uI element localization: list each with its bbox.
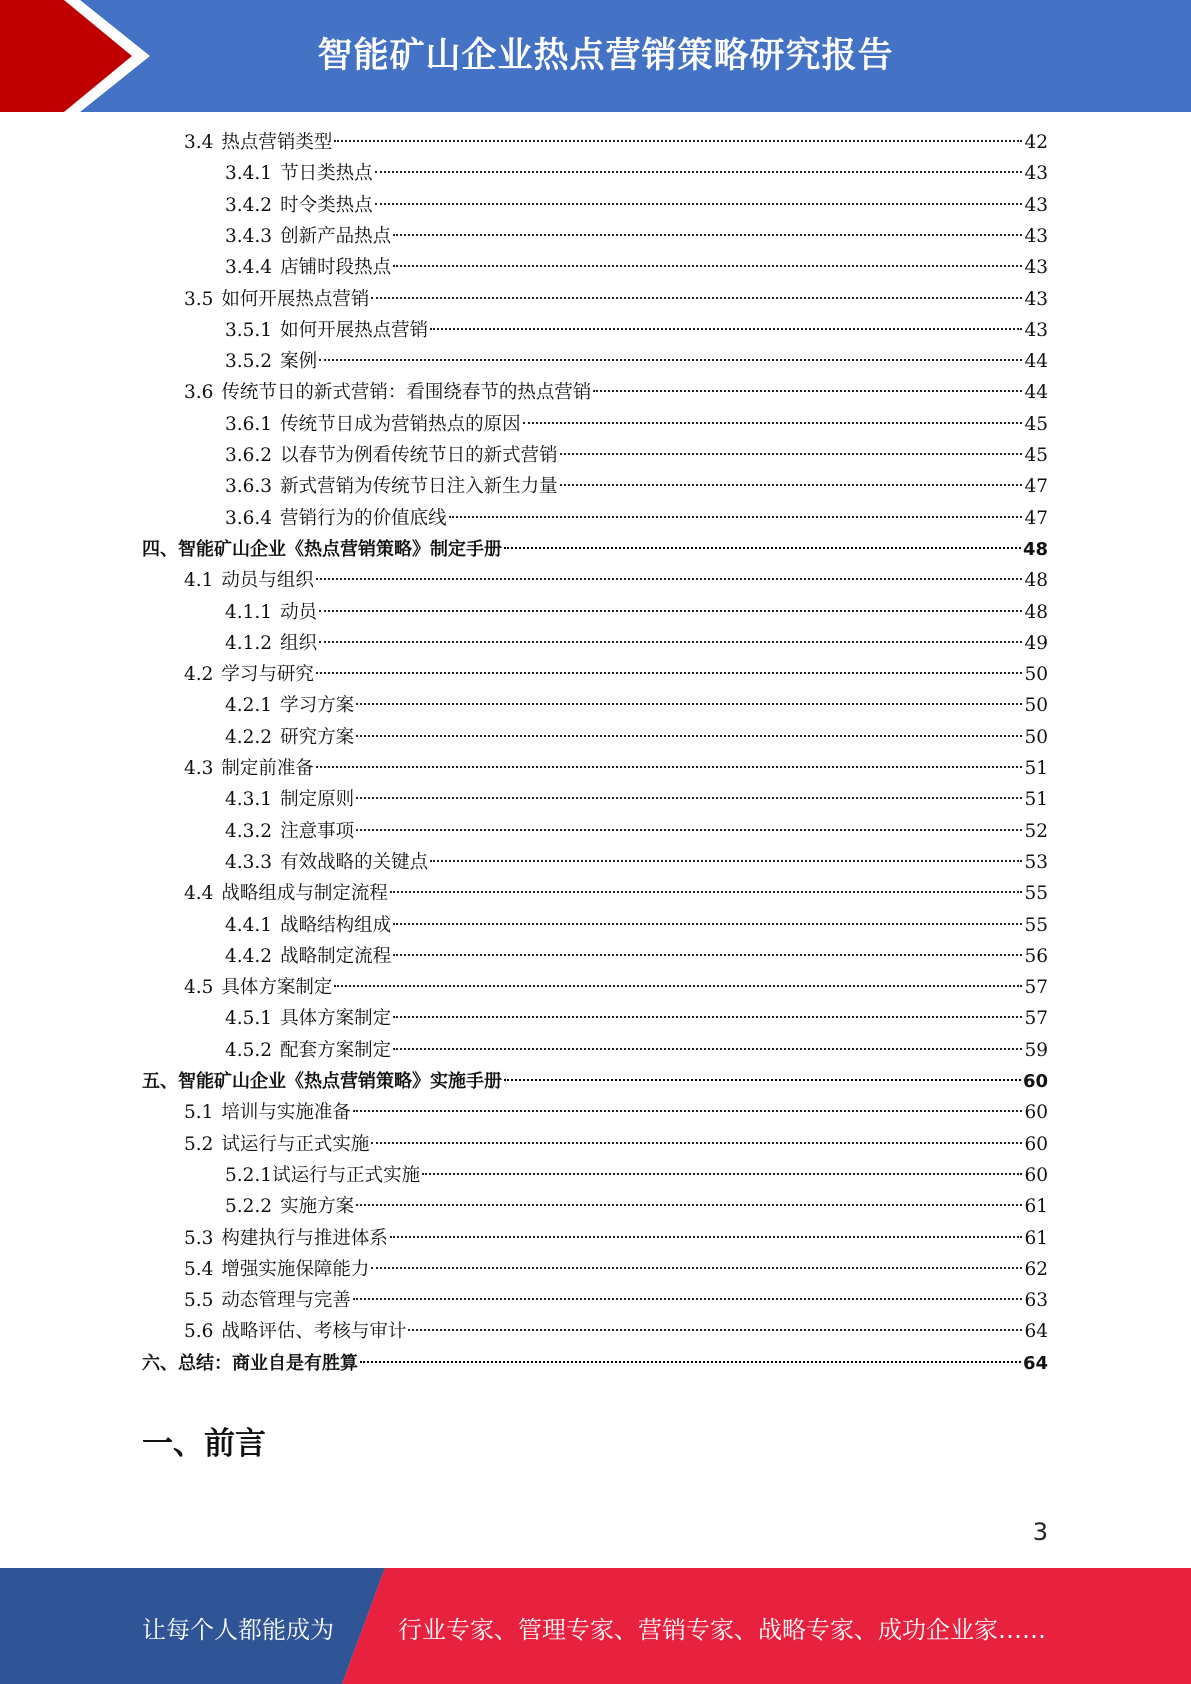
toc-dot-leader xyxy=(371,1142,1022,1144)
toc-dot-leader xyxy=(393,1016,1022,1018)
toc-entry-number: 5.5 xyxy=(184,1290,214,1311)
toc-entry-number: 4.4.2 xyxy=(225,946,273,967)
toc-entry-number: 5.1 xyxy=(184,1102,214,1123)
toc-entry-number: 4.3.3 xyxy=(225,852,273,873)
toc-entry-title: 传统节日成为营销热点的原因 xyxy=(280,414,521,435)
toc-entry-number: 4.3 xyxy=(184,758,214,779)
toc-entry-page: 59 xyxy=(1024,1040,1048,1061)
toc-dot-leader xyxy=(353,1298,1023,1300)
toc-entry-page: 43 xyxy=(1024,163,1048,184)
toc-dot-leader xyxy=(430,860,1022,862)
toc-entry-title: 有效战略的关键点 xyxy=(280,852,429,873)
toc-entry-title: 店铺时段热点 xyxy=(280,257,392,278)
toc-entry[interactable] xyxy=(225,191,1048,221)
toc-entry[interactable] xyxy=(184,1224,1048,1254)
toc-entry-number: 5.4 xyxy=(184,1259,214,1280)
toc-entry[interactable] xyxy=(184,1098,1048,1128)
toc-entry-title: 如何开展热点营销 xyxy=(280,320,429,341)
toc-entry-number: 4.1 xyxy=(184,570,214,591)
toc-entry[interactable] xyxy=(184,285,1048,315)
toc-entry-number: 4.1.1 xyxy=(225,602,273,623)
toc-dot-leader xyxy=(375,171,1023,173)
toc-entry-page: 61 xyxy=(1024,1196,1048,1217)
toc-entry[interactable] xyxy=(225,1036,1048,1066)
toc-entry-number: 3.6.3 xyxy=(225,476,273,497)
toc-entry-page: 60 xyxy=(1024,1134,1048,1155)
toc-entry[interactable] xyxy=(184,754,1048,784)
toc-entry-title: 制定原则 xyxy=(280,789,355,810)
toc-entry-page: 50 xyxy=(1024,664,1048,685)
toc-entry-title: 学习与研究 xyxy=(221,664,314,685)
toc-entry-page: 60 xyxy=(1022,1071,1048,1092)
toc-entry-page: 63 xyxy=(1024,1290,1048,1311)
toc-entry-title: 具体方案制定 xyxy=(280,1008,392,1029)
toc-entry-page: 45 xyxy=(1024,414,1048,435)
toc-entry-number: 4.5 xyxy=(184,977,214,998)
toc-dot-leader xyxy=(523,422,1023,424)
toc-entry-title: 热点营销类型 xyxy=(221,132,333,153)
toc-entry-number: 5.2.1 xyxy=(225,1165,273,1186)
toc-entry-title: 节日类热点 xyxy=(280,163,373,184)
toc-entry-title: 战略结构组成 xyxy=(280,915,392,936)
toc-entry-number: 4.2.2 xyxy=(225,727,273,748)
toc-dot-leader xyxy=(356,797,1022,799)
toc-entry-title: 配套方案制定 xyxy=(280,1040,392,1061)
toc-dot-leader xyxy=(449,516,1023,518)
toc-entry-title: 时令类热点 xyxy=(280,195,373,216)
toc-entry[interactable] xyxy=(225,222,1048,252)
toc-entry[interactable] xyxy=(225,598,1048,628)
toc-dot-leader xyxy=(390,891,1023,893)
toc-entry-page: 49 xyxy=(1024,633,1048,654)
page-header xyxy=(0,0,1191,112)
toc-entry-title: 动员与组织 xyxy=(221,570,314,591)
toc-entry-number: 5.3 xyxy=(184,1228,214,1249)
toc-entry-number: 4.4.1 xyxy=(225,915,273,936)
toc-entry-title: 新式营销为传统节日注入新生力量 xyxy=(280,476,558,497)
toc-entry[interactable] xyxy=(225,1004,1048,1034)
toc-entry-page: 48 xyxy=(1024,570,1048,591)
toc-dot-leader xyxy=(334,140,1022,142)
toc-entry[interactable] xyxy=(225,253,1048,283)
toc-entry-number: 3.5.2 xyxy=(225,351,273,372)
toc-entry-title: 六、总结：商业自是有胜算 xyxy=(142,1353,358,1374)
toc-entry-page: 43 xyxy=(1024,195,1048,216)
toc-entry[interactable] xyxy=(142,1349,1048,1379)
toc-entry-number: 5.6 xyxy=(184,1321,214,1342)
toc-entry[interactable] xyxy=(225,629,1048,659)
toc-entry-title: 战略评估、考核与审计 xyxy=(221,1321,407,1342)
toc-entry[interactable] xyxy=(184,566,1048,596)
toc-entry-title: 动态管理与完善 xyxy=(221,1290,351,1311)
toc-dot-leader xyxy=(560,484,1023,486)
toc-entry-number: 3.6 xyxy=(184,382,214,403)
page-footer xyxy=(0,1568,1191,1684)
report-title: 智能矿山企业热点营销策略研究报告 xyxy=(317,36,894,76)
toc-entry-title: 传统节日的新式营销：看围绕春节的热点营销 xyxy=(221,382,592,403)
toc-entry-page: 60 xyxy=(1024,1165,1048,1186)
toc-entry-title: 增强实施保障能力 xyxy=(221,1259,370,1280)
toc-entry[interactable] xyxy=(225,691,1048,721)
toc-entry-page: 50 xyxy=(1024,695,1048,716)
toc-dot-leader xyxy=(593,390,1022,392)
toc-entry-page: 51 xyxy=(1024,789,1048,810)
toc-dot-leader xyxy=(393,234,1022,236)
toc-entry-number: 3.6.1 xyxy=(225,414,273,435)
toc-entry-page: 57 xyxy=(1024,977,1048,998)
toc-entry-page: 55 xyxy=(1024,883,1048,904)
toc-entry-title: 组织 xyxy=(280,633,318,654)
toc-entry[interactable] xyxy=(184,1255,1048,1285)
toc-entry-title: 五、智能矿山企业《热点营销策略》实施手册 xyxy=(142,1071,502,1092)
toc-dot-leader xyxy=(393,923,1022,925)
toc-dot-leader xyxy=(393,1048,1022,1050)
toc-entry-title: 以春节为例看传统节日的新式营销 xyxy=(280,445,558,466)
toc-entry-page: 57 xyxy=(1024,1008,1048,1029)
toc-entry[interactable] xyxy=(142,535,1048,565)
toc-entry-title: 构建执行与推进体系 xyxy=(221,1228,388,1249)
toc-dot-leader xyxy=(334,985,1022,987)
toc-dot-leader xyxy=(316,766,1023,768)
toc-entry-number: 3.4.1 xyxy=(225,163,273,184)
toc-entry-number: 3.4.3 xyxy=(225,226,273,247)
toc-dot-leader xyxy=(316,672,1023,674)
toc-dot-leader xyxy=(375,203,1023,205)
toc-entry-page: 56 xyxy=(1024,946,1048,967)
toc-entry[interactable] xyxy=(225,410,1048,440)
toc-entry-title: 四、智能矿山企业《热点营销策略》制定手册 xyxy=(142,539,502,560)
toc-entry[interactable] xyxy=(184,1317,1048,1347)
toc-entry-page: 47 xyxy=(1024,476,1048,497)
toc-entry[interactable] xyxy=(184,378,1048,408)
toc-entry-page: 55 xyxy=(1024,915,1048,936)
toc-entry-page: 47 xyxy=(1024,508,1048,529)
toc-entry-number: 4.2 xyxy=(184,664,214,685)
toc-entry-title: 创新产品热点 xyxy=(280,226,392,247)
toc-entry-number: 3.4.4 xyxy=(225,257,273,278)
toc-entry-number: 4.4 xyxy=(184,883,214,904)
toc-entry-number: 3.5 xyxy=(184,289,214,310)
toc-entry-number: 4.3.2 xyxy=(225,821,273,842)
toc-entry[interactable] xyxy=(225,316,1048,346)
footer-slogan-left: 让每个人都能成为 xyxy=(142,1616,334,1644)
toc-entry-page: 43 xyxy=(1024,320,1048,341)
toc-entry[interactable] xyxy=(184,973,1048,1003)
toc-entry[interactable] xyxy=(225,159,1048,189)
toc-entry-title: 研究方案 xyxy=(280,727,355,748)
toc-entry-page: 43 xyxy=(1024,289,1048,310)
toc-entry-page: 44 xyxy=(1024,382,1048,403)
toc-dot-leader xyxy=(356,829,1022,831)
toc-entry[interactable] xyxy=(225,848,1048,878)
toc-entry-number: 4.3.1 xyxy=(225,789,273,810)
toc-entry-number: 4.5.1 xyxy=(225,1008,273,1029)
toc-entry-title: 试运行与正式实施 xyxy=(221,1134,370,1155)
toc-entry-title: 战略制定流程 xyxy=(280,946,392,967)
toc-entry[interactable] xyxy=(225,1161,1048,1191)
toc-entry-page: 42 xyxy=(1024,132,1048,153)
toc-entry[interactable] xyxy=(225,785,1048,815)
toc-dot-leader xyxy=(353,1110,1023,1112)
toc-dot-leader xyxy=(430,328,1022,330)
toc-entry-title: 制定前准备 xyxy=(221,758,314,779)
toc-entry-number: 3.6.4 xyxy=(225,508,273,529)
toc-dot-leader xyxy=(319,359,1022,361)
toc-entry-page: 62 xyxy=(1024,1259,1048,1280)
toc-entry-page: 52 xyxy=(1024,821,1048,842)
toc-entry-number: 4.5.2 xyxy=(225,1040,273,1061)
toc-dot-leader xyxy=(422,1173,1022,1175)
toc-entry[interactable] xyxy=(225,504,1048,534)
toc-entry-number: 3.4.2 xyxy=(225,195,273,216)
toc-dot-leader xyxy=(393,265,1022,267)
toc-entry-title: 营销行为的价值底线 xyxy=(280,508,447,529)
toc-entry-page: 43 xyxy=(1024,226,1048,247)
toc-dot-leader xyxy=(504,547,1021,549)
toc-entry-title: 注意事项 xyxy=(280,821,355,842)
toc-dot-leader xyxy=(316,578,1023,580)
toc-entry-number: 5.2 xyxy=(184,1134,214,1155)
toc-entry-page: 51 xyxy=(1024,758,1048,779)
toc-entry-page: 61 xyxy=(1024,1228,1048,1249)
toc-entry-page: 64 xyxy=(1024,1321,1048,1342)
toc-dot-leader xyxy=(356,735,1022,737)
toc-entry[interactable] xyxy=(225,817,1048,847)
toc-entry[interactable] xyxy=(184,879,1048,909)
toc-entry-title: 战略组成与制定流程 xyxy=(221,883,388,904)
toc-entry[interactable] xyxy=(225,942,1048,972)
toc-entry-page: 48 xyxy=(1022,539,1048,560)
toc-entry-number: 3.5.1 xyxy=(225,320,273,341)
toc-entry-number: 5.2.2 xyxy=(225,1196,273,1217)
toc-dot-leader xyxy=(504,1079,1021,1081)
toc-entry-number: 4.2.1 xyxy=(225,695,273,716)
toc-entry-page: 44 xyxy=(1024,351,1048,372)
toc-entry-title: 案例 xyxy=(280,351,318,372)
footer-slogan-right: 行业专家、管理专家、营销专家、战略专家、成功企业家…… xyxy=(398,1616,1046,1644)
toc-entry[interactable] xyxy=(184,1286,1048,1316)
toc-entry-number: 3.6.2 xyxy=(225,445,273,466)
toc-entry-number: 3.4 xyxy=(184,132,214,153)
toc-entry-page: 48 xyxy=(1024,602,1048,623)
toc-entry[interactable] xyxy=(225,472,1048,502)
toc-dot-leader xyxy=(390,1236,1023,1238)
toc-entry-page: 53 xyxy=(1024,852,1048,873)
toc-dot-leader xyxy=(560,453,1023,455)
toc-entry[interactable] xyxy=(184,128,1048,158)
toc-entry-number: 4.1.2 xyxy=(225,633,273,654)
toc-entry-title: 培训与实施准备 xyxy=(221,1102,351,1123)
toc-dot-leader xyxy=(371,1267,1022,1269)
section-heading: 一、前言 xyxy=(142,1426,266,1462)
toc-dot-leader xyxy=(356,1204,1022,1206)
toc-entry[interactable] xyxy=(225,723,1048,753)
toc-dot-leader xyxy=(393,954,1022,956)
toc-entry[interactable] xyxy=(225,441,1048,471)
toc-entry[interactable] xyxy=(142,1067,1048,1097)
toc-entry[interactable] xyxy=(225,911,1048,941)
page-number: 3 xyxy=(1032,1518,1048,1546)
toc-entry-page: 43 xyxy=(1024,257,1048,278)
toc-dot-leader xyxy=(408,1329,1022,1331)
toc-entry-title: 动员 xyxy=(280,602,318,623)
toc-dot-leader xyxy=(319,610,1022,612)
toc-entry[interactable] xyxy=(225,347,1048,377)
toc-entry-title: 学习方案 xyxy=(280,695,355,716)
toc-entry-title: 如何开展热点营销 xyxy=(221,289,370,310)
toc-entry[interactable] xyxy=(184,660,1048,690)
toc-entry[interactable] xyxy=(184,1130,1048,1160)
toc-entry-title: 实施方案 xyxy=(280,1196,355,1217)
toc-entry-title: 具体方案制定 xyxy=(221,977,333,998)
toc-entry-page: 45 xyxy=(1024,445,1048,466)
toc-entry-page: 60 xyxy=(1024,1102,1048,1123)
toc-entry-title: 试运行与正式实施 xyxy=(272,1165,421,1186)
toc-entry-page: 50 xyxy=(1024,727,1048,748)
toc-dot-leader xyxy=(360,1361,1021,1363)
toc-dot-leader xyxy=(319,641,1022,643)
toc-entry-page: 64 xyxy=(1022,1353,1048,1374)
toc-dot-leader xyxy=(356,703,1022,705)
toc-entry[interactable] xyxy=(225,1192,1048,1222)
toc-dot-leader xyxy=(371,297,1022,299)
